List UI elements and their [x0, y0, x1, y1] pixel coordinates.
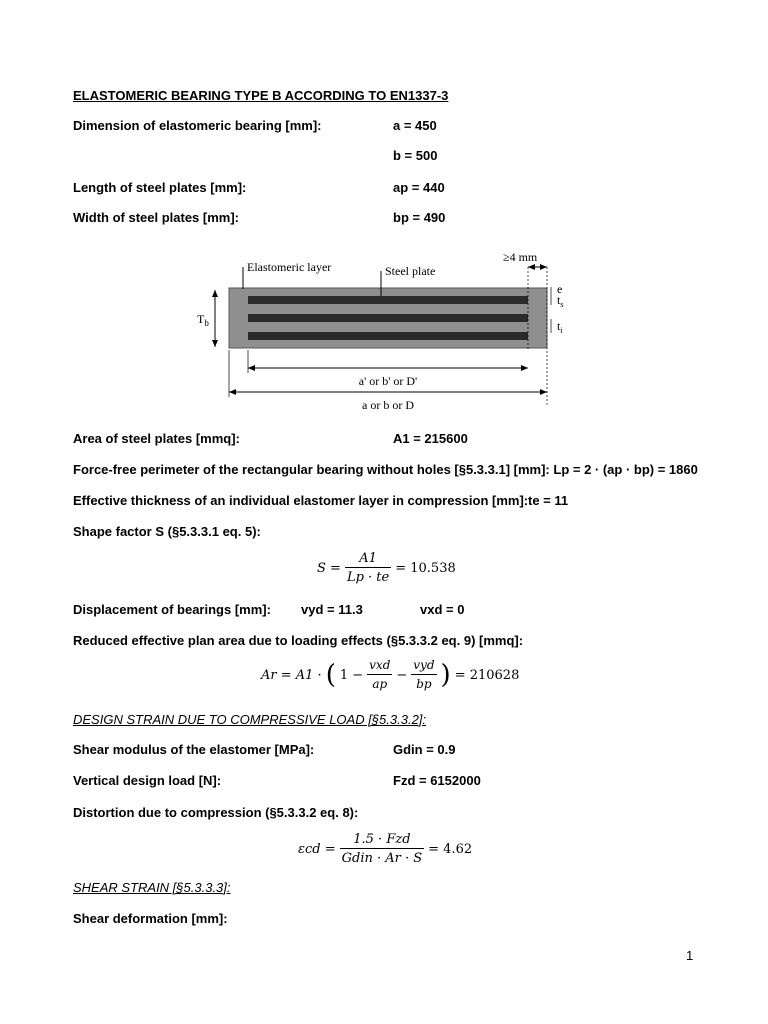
outer-dim-label: a or b or D [362, 398, 414, 412]
page-number: 1 [686, 948, 694, 963]
steel-width-label: Width of steel plates [mm]: [73, 210, 240, 225]
eq-ar-rhs: = 210628 [454, 667, 520, 683]
ap-value: ap = 440 [393, 180, 445, 195]
eq-ar-frac1 [367, 657, 392, 693]
steel-plate-2 [248, 314, 528, 322]
inner-dim-label: a' or b' or D' [358, 374, 418, 388]
eq-ar-close-paren: ) [440, 660, 451, 690]
vxd-value: vxd = 0 [420, 602, 465, 617]
document-title: ELASTOMERIC BEARING TYPE B ACCORDING TO EN1337-3 [73, 88, 449, 103]
elastomeric-layer-label: Elastomeric layer [247, 260, 332, 274]
eq-s-rhs: = 10.538 [395, 560, 456, 576]
shear-deformation-label: Shear deformation [mm]: [73, 911, 228, 926]
eq-s-lhs: S = [317, 560, 341, 576]
fzd-label: Vertical design load [N]: [73, 773, 222, 788]
perimeter-line: Force-free perimeter of the rectangular bearing without holes [§5.3.3.1] [mm]: Lp = 2 · (ap · bp) = 1860 [73, 462, 698, 477]
gdin-label: Shear modulus of the elastomer [MPa]: [73, 742, 315, 757]
vyd-value: vyd = 11.3 [301, 602, 363, 617]
fzd-value: Fzd = 6152000 [393, 773, 481, 788]
eq-ar-f2-num: vyd [413, 658, 435, 672]
displacement-label: Displacement of bearings [mm]: [73, 602, 271, 617]
steel-plate-3 [248, 332, 528, 340]
eq-s-num: A1 [359, 551, 377, 566]
reduced-area-equation [261, 657, 519, 693]
min-edge-label: ≥4 mm [503, 250, 538, 264]
eq-ar-f2-den: bp [411, 674, 436, 693]
eq-ar-open-paren: ( [325, 660, 336, 690]
eq-s-fraction [345, 550, 391, 586]
steel-plate-1 [248, 296, 528, 304]
eq-ar-f1-num: vxd [369, 658, 391, 672]
eq-ar-minus: − [396, 667, 408, 683]
bp-value: bp = 490 [393, 210, 446, 225]
distortion-label: Distortion due to compression (§5.3.3.2 eq. 8): [73, 805, 359, 820]
tb-label: $T_b$ [197, 312, 209, 328]
te-label: Effective thickness of an individual elastomer layer in compression [mm]: [73, 493, 529, 508]
eq-ar-one: 1 − [339, 667, 364, 683]
section-shear-heading: SHEAR STRAIN [§5.3.3.3]: [73, 880, 231, 895]
eq-ar-f1-den: ap [367, 674, 392, 693]
gdin-value: Gdin = 0.9 [393, 742, 456, 757]
e-label: e [557, 282, 563, 296]
area-label: Area of steel plates [mmq]: [73, 431, 240, 446]
section-compressive-heading: DESIGN STRAIN DUE TO COMPRESSIVE LOAD [§5.3.3.2]: [73, 712, 427, 727]
steel-plate-label: Steel plate [385, 264, 436, 278]
steel-length-label: Length of steel plates [mm]: [73, 180, 247, 195]
bearing-cross-section-diagram [197, 245, 564, 415]
shape-factor-equation [317, 550, 456, 586]
te-value: te = 11 [528, 493, 569, 508]
shape-factor-label: Shape factor S (§5.3.3.1 eq. 5): [73, 524, 261, 539]
dimension-label: Dimension of elastomeric bearing [mm]: [73, 118, 322, 133]
eq-ecd-rhs: = 4.62 [428, 841, 473, 857]
a-value: a = 450 [393, 118, 437, 133]
ts-label: $t_s$ [557, 293, 564, 309]
eq-s-den: Lp · te [345, 567, 391, 586]
reduced-area-label: Reduced effective plan area due to loading effects (§5.3.3.2 eq. 9) [mmq]: [73, 633, 524, 648]
area-value: A1 = 215600 [393, 431, 468, 446]
b-value: b = 500 [393, 148, 438, 163]
eq-ecd-num: 1.5 · Fzd [353, 832, 411, 847]
eq-ecd-fraction [340, 831, 425, 867]
ti-label: $t_i$ [557, 319, 563, 335]
eq-ar-lhs: Ar = A1 · [261, 667, 322, 683]
distortion-equation [298, 831, 472, 867]
eq-ar-frac2 [411, 657, 436, 693]
eq-ecd-lhs: εcd = [298, 841, 336, 857]
eq-ecd-den: Gdin · Ar · S [340, 848, 425, 867]
